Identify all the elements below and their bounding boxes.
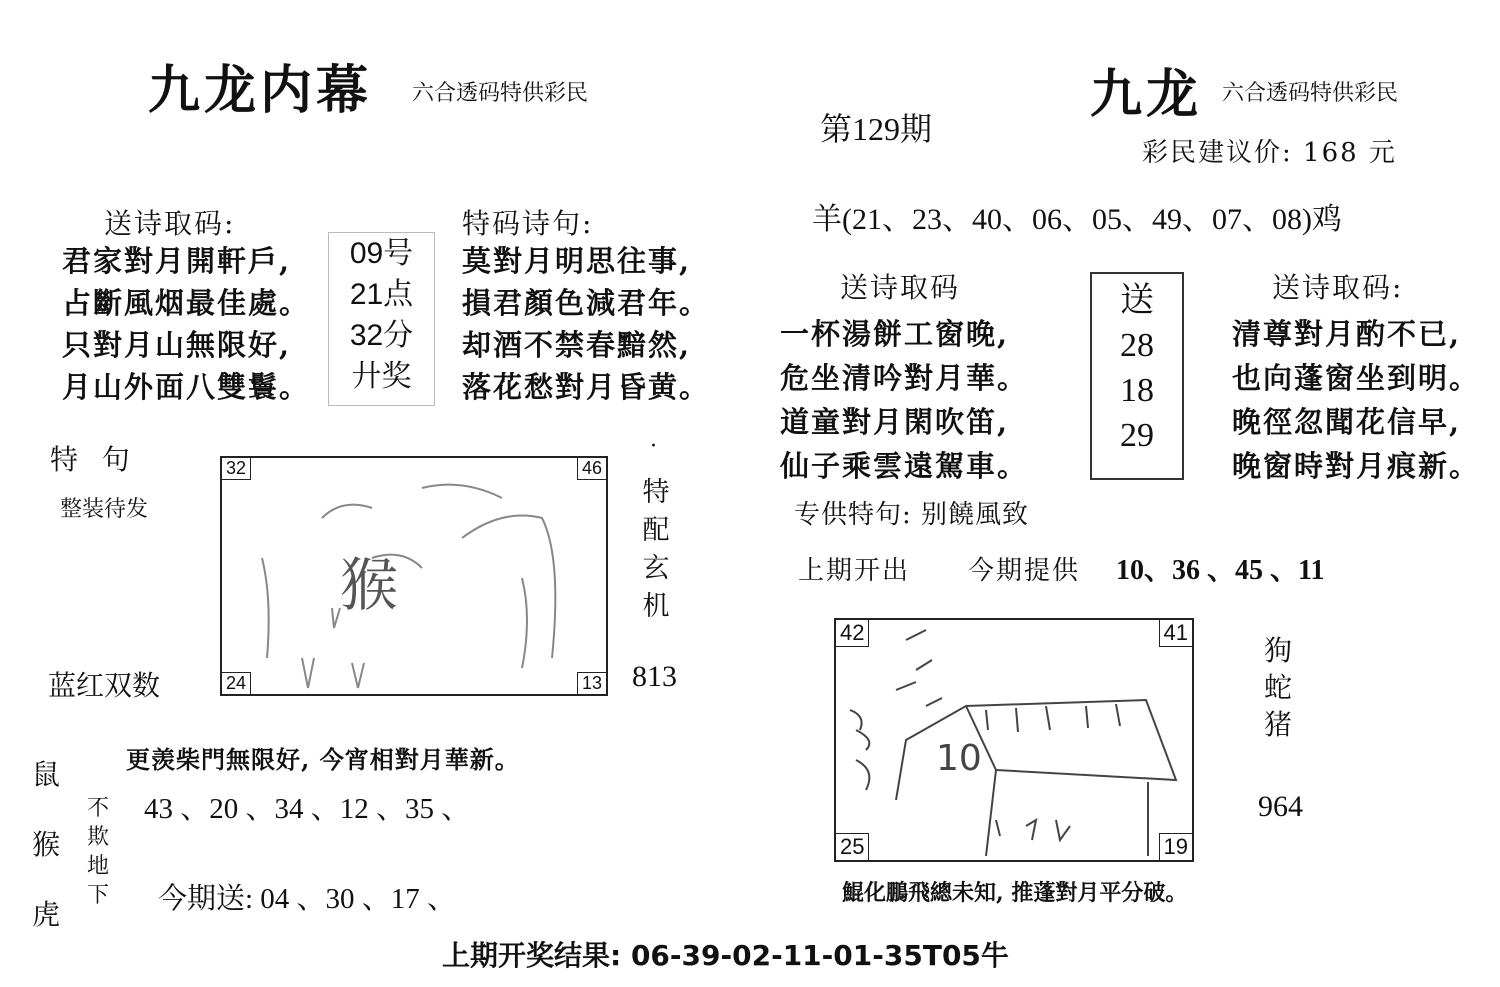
issue-number: 第129期 xyxy=(820,111,933,147)
poem-line: 仙子乘雲遠駕車。 xyxy=(780,449,1029,483)
poem-line: 只對月山無限好, xyxy=(62,328,292,362)
vertical-char: 特 xyxy=(642,477,670,508)
poem-line: 占斷風烟最佳處。 xyxy=(62,286,311,320)
left-numbers: 43 、20 、34 、12 、35 、 xyxy=(144,793,471,825)
poem-line: 清尊對月酌不已, xyxy=(1232,317,1462,351)
corner-number: 42 xyxy=(836,620,869,647)
poem-line: 也向蓬窗坐到明。 xyxy=(1232,361,1481,395)
right-subtitle: 六合透码特供彩民 xyxy=(1222,81,1399,106)
box-line: 29 xyxy=(1120,417,1154,454)
bu-qi-char: 地 xyxy=(86,854,109,879)
right-side-vertical xyxy=(1258,632,1298,743)
special-poem xyxy=(462,240,710,408)
bu-qi-char: 不 xyxy=(86,796,109,821)
picture-character: 猴 xyxy=(340,551,399,619)
corner-number: 25 xyxy=(836,833,869,860)
left-poem-head: 送诗取码: xyxy=(104,207,236,240)
te-ju-label: 特 句 xyxy=(50,443,132,476)
picture-text: 10 xyxy=(936,738,982,779)
right-poem-head-a: 送诗取码 xyxy=(840,271,961,304)
poem-line: 却酒不禁春黯然, xyxy=(462,328,692,362)
poem-line: 君家對月開軒戶, xyxy=(62,244,292,278)
vertical-char: 狗 xyxy=(1263,634,1292,667)
zodiac-char: 虎 xyxy=(31,898,60,931)
poem-line: 晚徑忽聞花信早, xyxy=(1232,405,1462,439)
corner-number: 32 xyxy=(222,458,251,480)
right-poem-head-b: 送诗取码: xyxy=(1272,271,1404,304)
box-line: 18 xyxy=(1120,372,1154,409)
left-title: 九龙内幕 xyxy=(148,60,373,121)
right-title: 九龙 xyxy=(1090,64,1203,125)
box-line: 21点 xyxy=(349,278,414,311)
vertical-char: 蛇 xyxy=(1263,671,1292,704)
last-result: 上期开奖结果: 06-39-02-11-01-35T05牛 xyxy=(442,939,1009,972)
bu-qi-vertical xyxy=(78,794,118,910)
poem-line: 落花愁對月昏黄。 xyxy=(462,370,711,404)
right-picture xyxy=(834,618,1194,862)
yang-numbers: 羊(21、23、40、06、05、49、07、08)鸡 xyxy=(812,203,1342,236)
special-poem-head: 特码诗句: xyxy=(462,207,594,240)
poem-line: 損君顏色減君年。 xyxy=(462,286,711,320)
right-poem-a xyxy=(780,312,1028,488)
price: 彩民建议价: 168 元 xyxy=(1142,138,1397,168)
left-jin-qi: 今期送: 04 、30 、17 、 xyxy=(158,883,457,915)
poem-line: 道童對月閑吹笛, xyxy=(780,405,1010,439)
bu-qi-char: 下 xyxy=(86,883,109,908)
corner-number: 46 xyxy=(577,458,606,480)
left-line-poem: 更羡柴門無限好, 今宵相對月華新。 xyxy=(126,745,520,774)
zheng-zhuang-label: 整装待发 xyxy=(60,497,149,522)
left-side-number: 813 xyxy=(632,660,677,693)
corner-number: 19 xyxy=(1159,833,1192,860)
box-line: 廾奖 xyxy=(351,360,412,393)
corner-number: 13 xyxy=(577,672,606,694)
poem-line: 一杯湯餅工窗晚, xyxy=(780,317,1010,351)
box-line: 送 xyxy=(1120,282,1154,319)
box-line: 28 xyxy=(1120,327,1154,364)
sketch-icon xyxy=(222,458,606,694)
zhuan-gong: 专供特句: 别饒風致 xyxy=(794,500,1030,530)
right-poem-b xyxy=(1232,312,1480,488)
left-side-vertical xyxy=(636,474,676,626)
poem-line: 危坐清吟對月華。 xyxy=(780,361,1029,395)
right-number-box xyxy=(1090,272,1184,480)
right-caption: 鯤化鵬飛總未知, 推蓬對月平分破。 xyxy=(842,880,1188,906)
house-sketch-icon xyxy=(836,620,1192,860)
jin-qi-label: 今期提供 xyxy=(968,556,1081,586)
corner-number: 24 xyxy=(222,672,251,694)
zodiac-char: 鼠 xyxy=(31,758,60,791)
poem-line: 莫對月明思往事, xyxy=(462,244,692,278)
poem-line: 月山外面八雙鬟。 xyxy=(62,370,311,404)
corner-number: 41 xyxy=(1159,620,1192,647)
bu-qi-char: 欺 xyxy=(86,825,109,850)
zodiac-vertical xyxy=(26,740,66,950)
box-line: 09号 xyxy=(349,237,414,270)
left-subtitle: 六合透码特供彩民 xyxy=(412,81,589,106)
shang-qi-label: 上期开出 xyxy=(798,556,911,586)
left-number-box xyxy=(328,232,435,406)
poem-line: 晚窗時對月痕新。 xyxy=(1232,449,1481,483)
vertical-char: 玄 xyxy=(642,553,670,584)
lan-hong-label: 蓝红双数 xyxy=(48,669,161,702)
left-poem xyxy=(62,240,310,408)
right-side-number: 964 xyxy=(1258,790,1303,823)
vertical-char: 猪 xyxy=(1263,708,1292,741)
zodiac-char: 猴 xyxy=(31,828,60,861)
vertical-char: 机 xyxy=(642,591,670,622)
jin-qi-numbers: 10、36 、45 、11 xyxy=(1116,555,1325,586)
left-picture xyxy=(220,456,608,696)
side-dot: · xyxy=(650,434,657,459)
box-line: 32分 xyxy=(349,319,414,352)
vertical-char: 配 xyxy=(642,515,670,546)
